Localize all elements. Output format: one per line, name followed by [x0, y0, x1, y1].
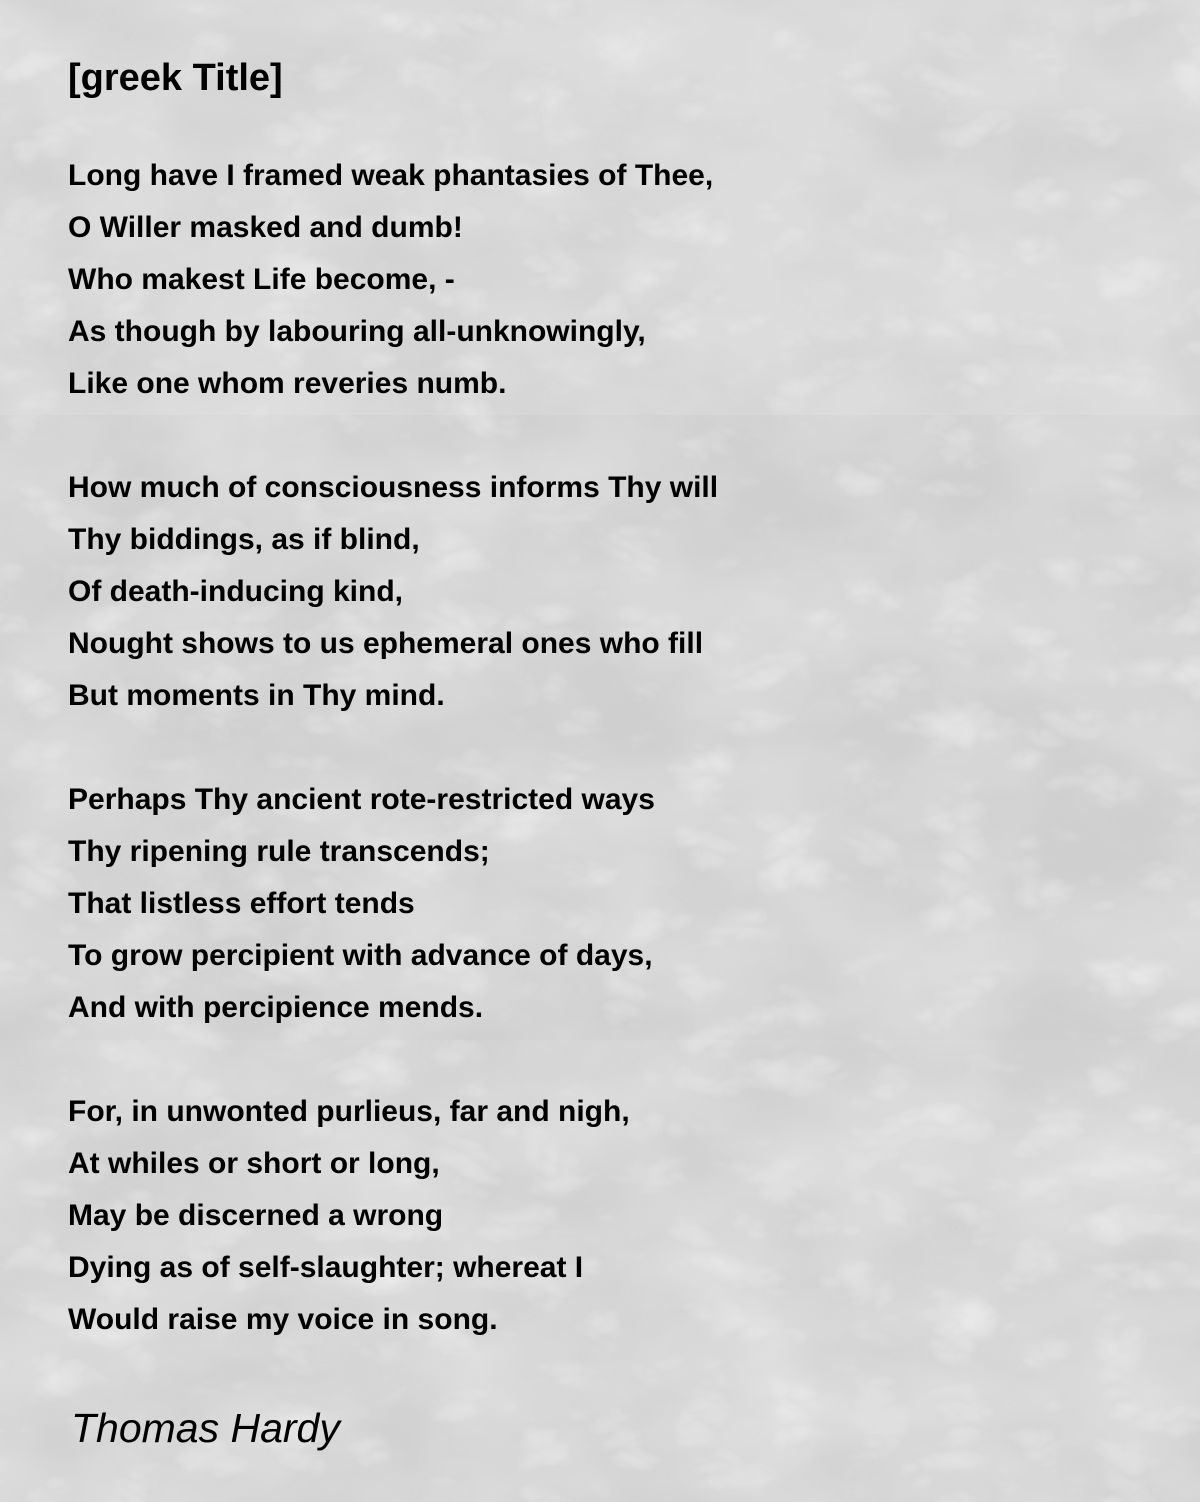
poem-line: Who makest Life become, - — [68, 263, 455, 296]
stanza-2 — [68, 462, 718, 722]
stanza-3 — [68, 774, 655, 1034]
poem-line: And with percipience mends. — [68, 991, 484, 1024]
poem-line: Like one whom reveries numb. — [68, 367, 507, 400]
poem-line: To grow percipient with advance of days, — [68, 939, 653, 972]
poem-line: For, in unwonted purlieus, far and nigh, — [68, 1095, 630, 1128]
poem-line: Of death-inducing kind, — [68, 575, 403, 608]
stanza-1 — [68, 150, 713, 410]
poem-line: May be discerned a wrong — [68, 1199, 444, 1232]
poem-line: Thy ripening rule transcends; — [68, 835, 490, 868]
stanza-4 — [68, 1086, 630, 1346]
poem-line: At whiles or short or long, — [68, 1147, 440, 1180]
poem-line: Perhaps Thy ancient rote-restricted ways — [68, 783, 655, 816]
poem-line: That listless effort tends — [68, 887, 415, 920]
poem-line: As though by labouring all-unknowingly, — [68, 315, 646, 348]
poem-line: O Willer masked and dumb! — [68, 211, 463, 244]
poem-line: How much of consciousness informs Thy will — [68, 471, 719, 504]
poem-author: Thomas Hardy — [71, 1405, 340, 1451]
poem-line: Dying as of self-slaughter; whereat I — [68, 1251, 584, 1284]
poem-title: [greek Title] — [68, 57, 283, 99]
poem-line: Long have I framed weak phantasies of Thee, — [68, 159, 714, 192]
poem-line: Thy biddings, as if blind, — [68, 523, 420, 556]
poem-line: But moments in Thy mind. — [68, 679, 445, 712]
poem-line: Nought shows to us ephemeral ones who fill — [68, 627, 704, 660]
poem-line: Would raise my voice in song. — [68, 1303, 498, 1336]
